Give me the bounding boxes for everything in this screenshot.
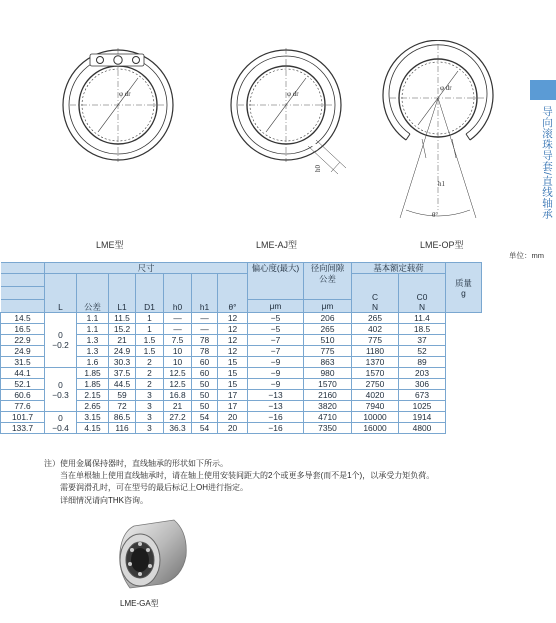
lme-op-diagram: [378, 40, 508, 230]
tol-cell: 0 −0.4: [45, 412, 77, 434]
ecc-unit: μm: [248, 300, 304, 313]
table-cell: 4020: [352, 390, 399, 401]
table-cell: 1180: [352, 346, 399, 357]
table-cell: 54: [192, 412, 218, 423]
ecc-group-header: 偏心度(最大): [248, 263, 304, 300]
lme-ga-caption: LME-GA型: [120, 599, 159, 608]
table-cell: 1.1: [77, 313, 109, 324]
table-cell: 1: [136, 324, 164, 335]
table-cell: 116: [109, 423, 136, 434]
table-cell: —: [192, 324, 218, 335]
table-cell: −13: [248, 390, 304, 401]
table-cell: −5: [248, 324, 304, 335]
table-cell: 21: [164, 401, 192, 412]
table-cell: 4800: [399, 423, 446, 434]
table-cell: 16000: [352, 423, 399, 434]
note-line: 需要润滑孔时，可在型号的最后标记上OH进行指定。: [60, 483, 248, 493]
table-cell: 37.5: [109, 368, 136, 379]
table-cell: 7350: [304, 423, 352, 434]
table-cell: 306: [399, 379, 446, 390]
table-cell: 54: [192, 423, 218, 434]
lme-aj-dim-label: φ dr: [287, 90, 299, 98]
load-group-header: 基本额定载荷: [352, 263, 446, 274]
table-cell: −5: [248, 313, 304, 324]
table-cell: 12: [218, 324, 248, 335]
note-line: 详细情况请向THK咨询。: [60, 495, 148, 505]
size-group-header: 尺寸: [45, 263, 248, 274]
table-cell: 72: [109, 401, 136, 412]
table-cell: 3: [136, 423, 164, 434]
table-cell: 203: [399, 368, 446, 379]
table-cell: 3: [136, 390, 164, 401]
table-cell: 60: [192, 357, 218, 368]
table-cell: 12.5: [164, 368, 192, 379]
table-cell: 7940: [352, 401, 399, 412]
table-cell: 1.85: [77, 379, 109, 390]
table-cell: 206: [304, 313, 352, 324]
cell-L: 14.5: [1, 313, 45, 324]
table-cell: −9: [248, 379, 304, 390]
col-theta: θ°: [218, 274, 248, 313]
table-cell: −9: [248, 368, 304, 379]
table-cell: 30.3: [109, 357, 136, 368]
lme-op-h1-label: h1: [438, 180, 445, 188]
table-cell: −13: [248, 401, 304, 412]
cell-L: 31.5: [1, 357, 45, 368]
cell-L: 77.6: [1, 401, 45, 412]
table-cell: 50: [192, 379, 218, 390]
mass-unit: g: [461, 287, 466, 298]
cell-L: 133.7: [1, 423, 45, 434]
table-cell: 7.5: [164, 335, 192, 346]
c-header: C: [371, 292, 379, 302]
c0-header: C0: [416, 292, 428, 302]
cell-L: 24.9: [1, 346, 45, 357]
tol-cell: 0 −0.2: [45, 313, 77, 368]
cell-L: 16.5: [1, 324, 45, 335]
table-cell: 2160: [304, 390, 352, 401]
table-cell: 2.15: [77, 390, 109, 401]
lme-aj-caption: LME-AJ型: [256, 240, 298, 250]
spec-table-body: [1, 313, 482, 434]
table-cell: 4710: [304, 412, 352, 423]
table-cell: 2: [136, 379, 164, 390]
table-cell: 1025: [399, 401, 446, 412]
table-cell: 10000: [352, 412, 399, 423]
table-cell: 4.15: [77, 423, 109, 434]
table-cell: —: [192, 313, 218, 324]
table-cell: −7: [248, 346, 304, 357]
table-cell: 1.85: [77, 368, 109, 379]
table-cell: 3: [136, 412, 164, 423]
table-cell: 20: [218, 423, 248, 434]
table-cell: 1.6: [77, 357, 109, 368]
table-cell: 21: [109, 335, 136, 346]
table-cell: 15: [218, 357, 248, 368]
table-cell: −16: [248, 412, 304, 423]
table-cell: 3.15: [77, 412, 109, 423]
radial-group-header: 径向间隙公差: [304, 263, 352, 300]
table-cell: 86.5: [109, 412, 136, 423]
table-cell: 16.8: [164, 390, 192, 401]
lme-op-theta-label: θ°: [432, 211, 439, 219]
table-cell: 10: [164, 357, 192, 368]
table-cell: 673: [399, 390, 446, 401]
table-cell: 50: [192, 390, 218, 401]
notes-block: [44, 458, 435, 507]
table-cell: 15: [218, 379, 248, 390]
cell-L: 52.1: [1, 379, 45, 390]
table-cell: 1370: [352, 357, 399, 368]
table-cell: 1.5: [136, 335, 164, 346]
table-cell: 11.4: [399, 313, 446, 324]
lme-caption: LME型: [96, 240, 124, 250]
unit-label: 单位：mm: [509, 251, 544, 260]
table-cell: 2: [136, 368, 164, 379]
col-h0: h0: [164, 274, 192, 313]
lme-aj-h0-label: h0: [314, 165, 322, 172]
table-cell: 1914: [399, 412, 446, 423]
table-cell: 775: [352, 335, 399, 346]
table-cell: 12: [218, 335, 248, 346]
cell-L: 44.1: [1, 368, 45, 379]
table-cell: 59: [109, 390, 136, 401]
lme-dim-label: φ dr: [119, 90, 131, 98]
c0-unit: N: [418, 302, 426, 312]
radial-unit: μm: [304, 300, 352, 313]
mass-header: 质量: [455, 277, 472, 288]
table-cell: —: [164, 313, 192, 324]
table-cell: 3: [136, 401, 164, 412]
table-cell: 15: [218, 368, 248, 379]
lme-op-caption: LME-OP型: [420, 240, 464, 250]
table-cell: 60: [192, 368, 218, 379]
spec-table: [0, 262, 482, 434]
lme-diagram: [60, 40, 180, 170]
table-cell: 1570: [304, 379, 352, 390]
table-cell: 89: [399, 357, 446, 368]
col-tol: 公差: [77, 274, 109, 313]
table-cell: 2: [136, 357, 164, 368]
table-cell: 10: [164, 346, 192, 357]
table-cell: 1.3: [77, 335, 109, 346]
table-cell: 17: [218, 390, 248, 401]
note-line: 注）使用金属保持器时，直线轴承的形状如下所示。: [44, 459, 228, 468]
table-cell: −7: [248, 335, 304, 346]
cell-L: 101.7: [1, 412, 45, 423]
table-row: [1, 368, 482, 379]
table-row: [1, 313, 482, 324]
table-cell: 1.5: [136, 346, 164, 357]
table-cell: 775: [304, 346, 352, 357]
table-cell: 1: [136, 313, 164, 324]
cell-L: 60.6: [1, 390, 45, 401]
table-cell: —: [164, 324, 192, 335]
col-L: L: [45, 274, 77, 313]
side-tab-text: 导向滚珠导套/直线轴承: [541, 106, 553, 220]
table-cell: 402: [352, 324, 399, 335]
table-cell: 15.2: [109, 324, 136, 335]
table-cell: 1.3: [77, 346, 109, 357]
table-cell: 17: [218, 401, 248, 412]
table-cell: 3820: [304, 401, 352, 412]
note-line: 当在单根轴上使用直线轴承时，请在轴上使用安装间距大的2个或更多导套(而不是1个)，以承受力矩负荷。: [60, 471, 435, 481]
table-cell: 2.65: [77, 401, 109, 412]
lme-ga-photo: [112, 512, 194, 594]
table-cell: −16: [248, 423, 304, 434]
table-cell: 24.9: [109, 346, 136, 357]
cell-L: 22.9: [1, 335, 45, 346]
col-L1: L1: [109, 274, 136, 313]
table-cell: −9: [248, 357, 304, 368]
table-cell: 265: [352, 313, 399, 324]
table-cell: 265: [304, 324, 352, 335]
table-cell: 36.3: [164, 423, 192, 434]
table-cell: 37: [399, 335, 446, 346]
table-cell: 78: [192, 346, 218, 357]
table-cell: 11.5: [109, 313, 136, 324]
table-cell: 78: [192, 335, 218, 346]
table-cell: 12: [218, 346, 248, 357]
table-row: [1, 412, 482, 423]
lme-op-dim-label: φ dr: [440, 84, 452, 92]
table-cell: 510: [304, 335, 352, 346]
tol-cell: 0 −0.3: [45, 368, 77, 412]
c-unit: N: [371, 302, 379, 312]
table-cell: 12.5: [164, 379, 192, 390]
table-cell: 52: [399, 346, 446, 357]
table-cell: 980: [304, 368, 352, 379]
table-cell: 18.5: [399, 324, 446, 335]
table-cell: 12: [218, 313, 248, 324]
col-h1: h1: [192, 274, 218, 313]
table-cell: 863: [304, 357, 352, 368]
table-cell: 1570: [352, 368, 399, 379]
table-cell: 20: [218, 412, 248, 423]
lme-aj-diagram: [228, 40, 368, 190]
table-cell: 27.2: [164, 412, 192, 423]
table-cell: 44.5: [109, 379, 136, 390]
table-cell: 1.1: [77, 324, 109, 335]
side-tab-marker: [530, 80, 556, 100]
table-cell: 50: [192, 401, 218, 412]
col-D1: D1: [136, 274, 164, 313]
table-cell: 2750: [352, 379, 399, 390]
